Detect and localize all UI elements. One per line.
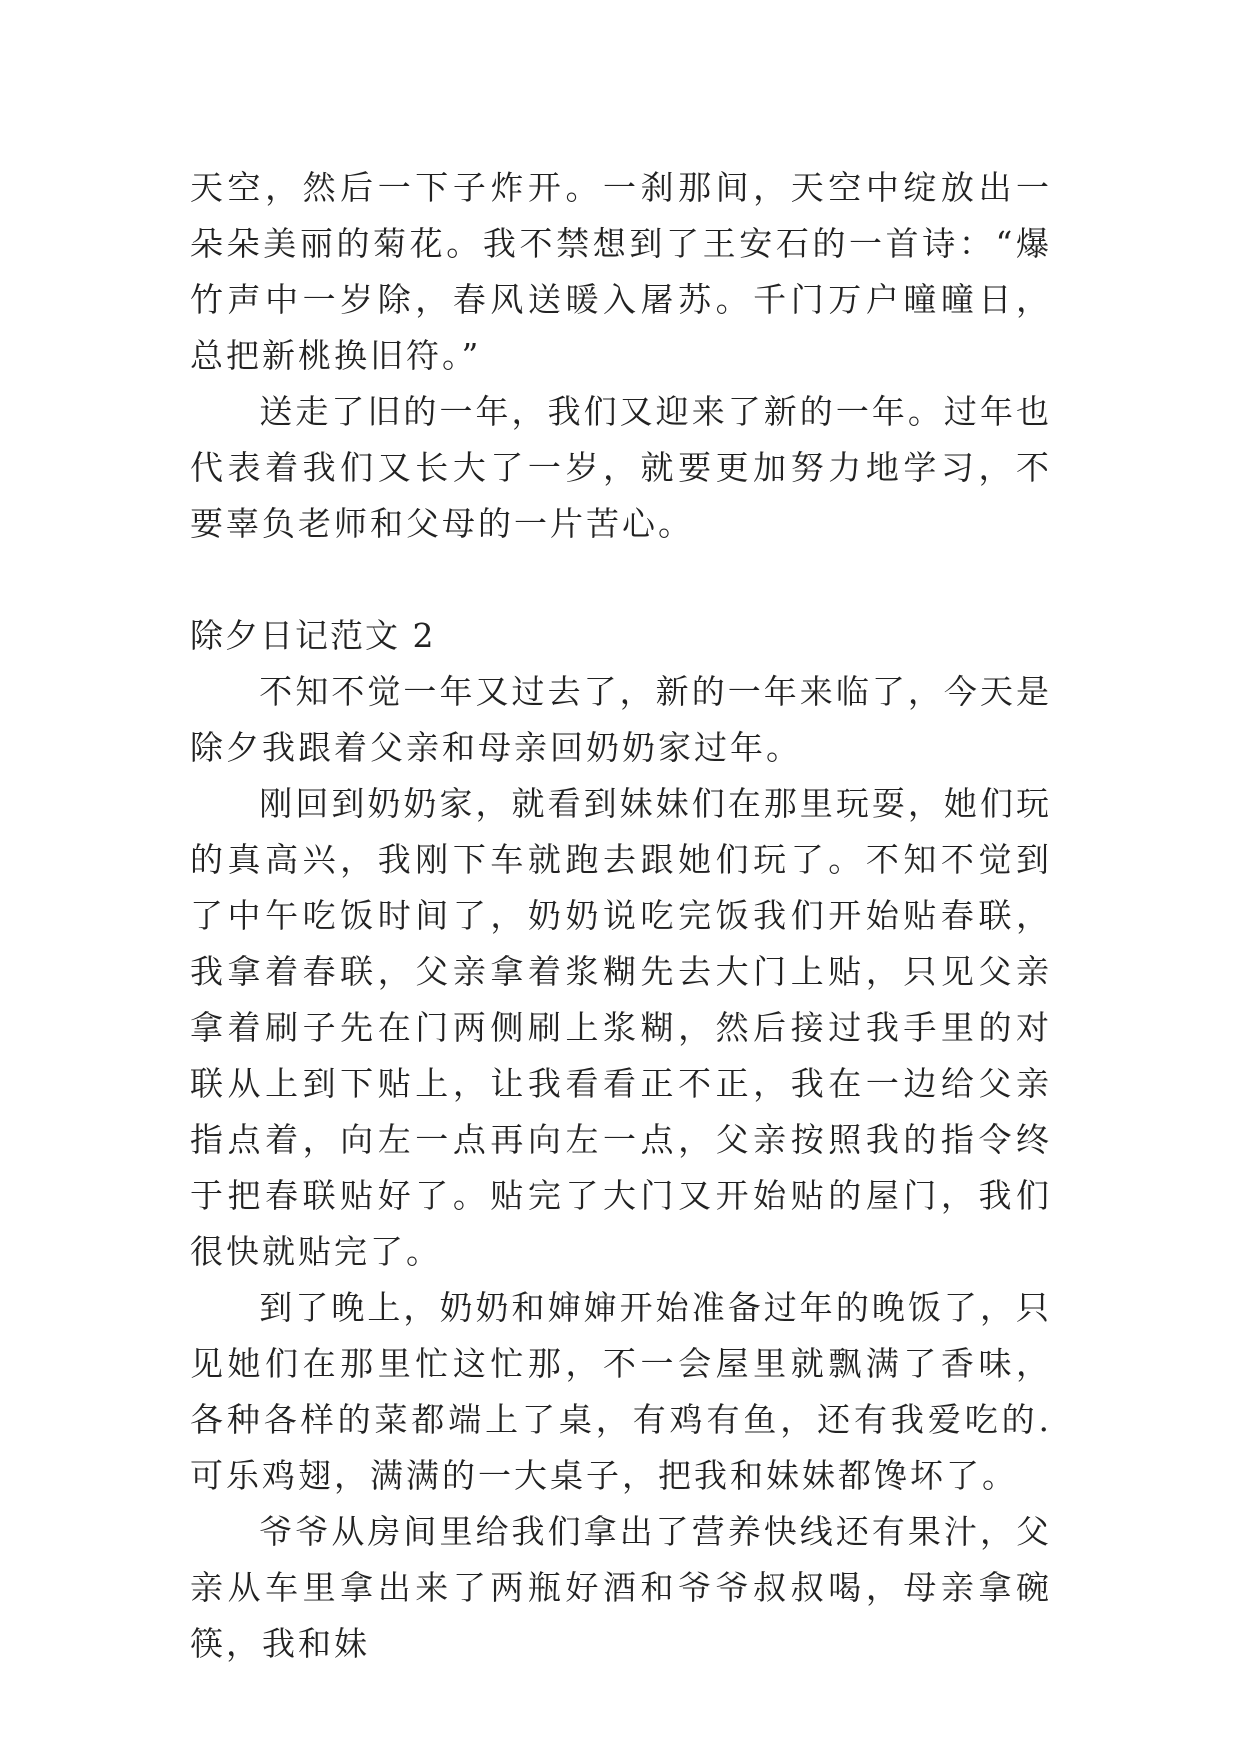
paragraph-drinks: 爷爷从房间里给我们拿出了营养快线还有果汁，父亲从车里拿出来了两瓶好酒和爷爷叔叔喝，母亲拿碗筷，我和妹 bbox=[190, 1512, 1052, 1663]
paragraph-new-year-growth: 送走了旧的一年，我们又迎来了新的一年。过年也代表着我们又长大了一岁，就要更加努力地学习，不要辜负老师和父母的一片苦心。 bbox=[190, 392, 1052, 543]
paragraph-dinner: 到了晚上，奶奶和婶婶开始准备过年的晚饭了，只见她们在那里忙这忙那，不一会屋里就飘满了香味，各种各样的菜都端上了桌，有鸡有鱼，还有我爱吃的.可乐鸡翅，满满的一大桌子，把我和妹妹都馋坏了。 bbox=[190, 1288, 1052, 1495]
paragraph-return-grandma: 不知不觉一年又过去了，新的一年来临了，今天是除夕我跟着父亲和母亲回奶奶家过年。 bbox=[190, 672, 1052, 767]
paragraph-fireworks: 天空，然后一下子炸开。一刹那间，天空中绽放出一朵朵美丽的菊花。我不禁想到了王安石的一首诗：“爆竹声中一岁除，春风送暖入屠苏。千门万户曈曈日，总把新桃换旧符。” bbox=[190, 168, 1052, 375]
paragraph-spring-couplets: 刚回到奶奶家，就看到妹妹们在那里玩耍，她们玩的真高兴，我刚下车就跑去跟她们玩了。不知不觉到了中午吃饭时间了，奶奶说吃完饭我们开始贴春联，我拿着春联，父亲拿着浆糊先去大门上贴，只见父亲拿着刷子先在门两侧刷上浆糊，然后接过我手里的对联从上到下贴上，让我看看正不正，我在一边给父亲指点着，向左一点再向左一点，父亲按照我的指令终于把春联贴好了。贴完了大门又开始贴的屋门，我们很快就贴完了。 bbox=[190, 784, 1052, 1271]
document-page bbox=[190, 160, 1052, 1672]
section-heading: 除夕日记范文 2 bbox=[190, 616, 436, 655]
